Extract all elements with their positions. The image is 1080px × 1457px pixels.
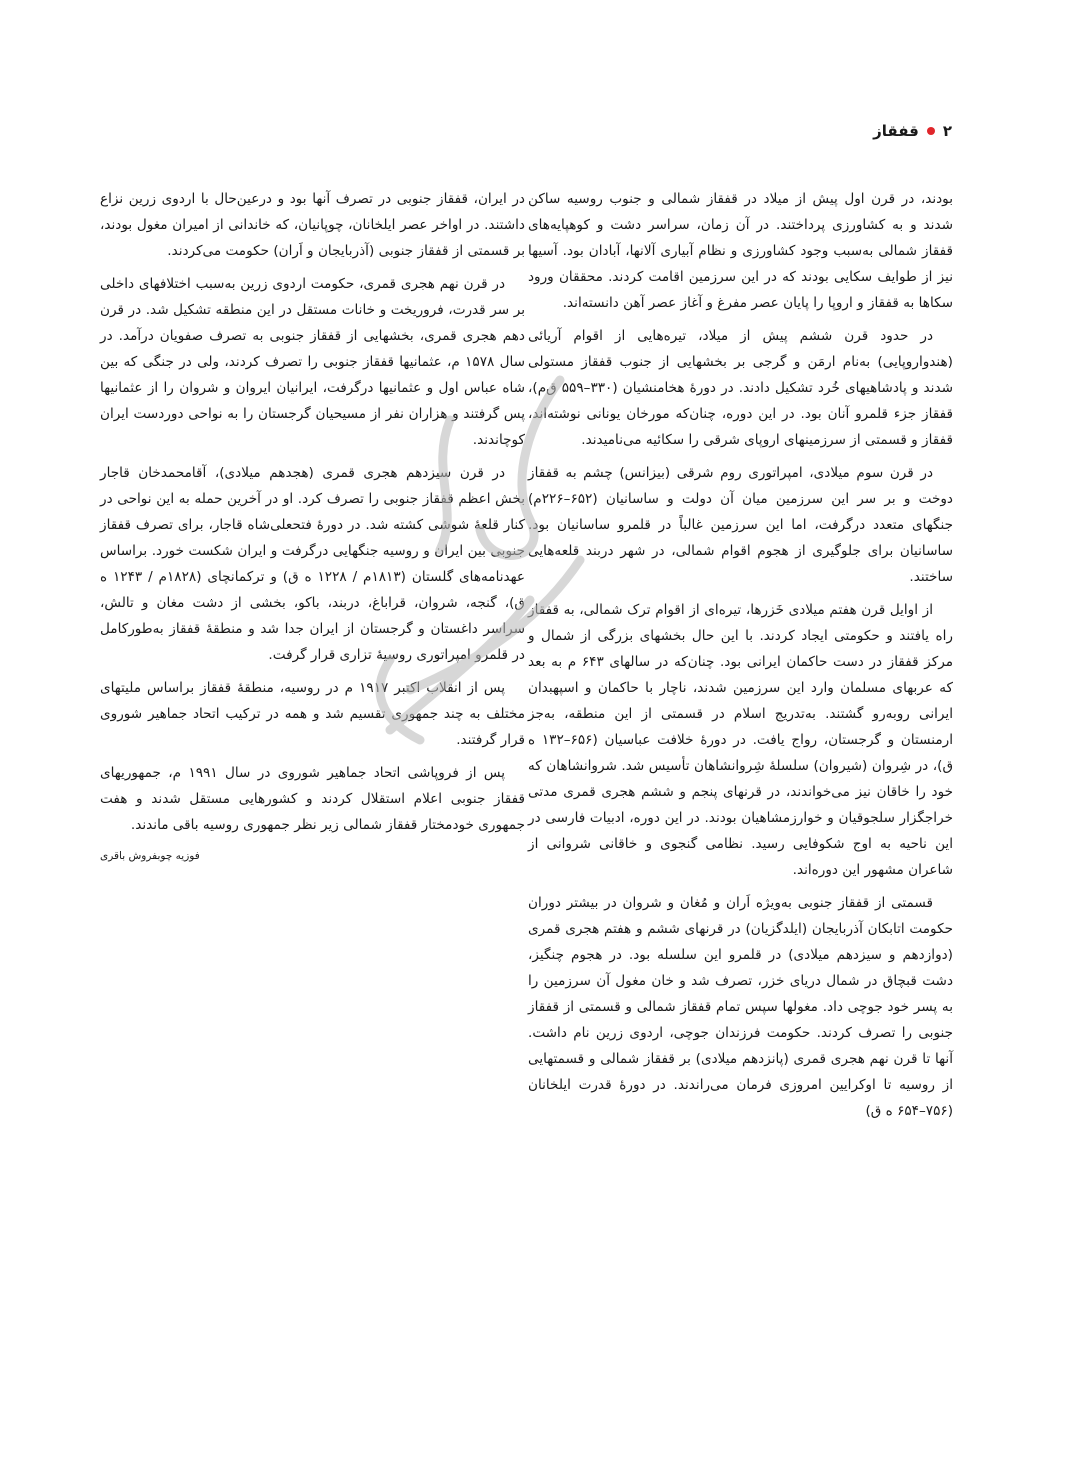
right-column: [528, 186, 953, 1131]
paragraph: قسمتی از قفقاز جنوبی به‌ویژه اَران و مُغان و شروان در بیشتر دوران حکومت اتابکان آذربایجان (ایلدگزیان) در قرنهای ششم و هفتم هجری قمری (دوازدهم و سیزدهم میلادی) در قلمرو این سلسله بود. در هجوم چنگیز، دشت قبچاق در شمال دریای خزر، تصرف شد و خان مغول آن سرزمین را به پسر خود جوچی داد. مغولها سپس تمام قفقاز شمالی و قسمتی از قفقاز جنوبی را تصرف کردند. حکومت فرزندان جوچی، اردوی زرین نام داشت. آنها تا قرن نهم هجری قمری (پانزدهم میلادی) بر قفقاز شمالی و قسمتهایی از روسیه تا اوکرایین امروزی فرمان می‌راندند. در دورهٔ قدرت ایلخانان (۷۵۶–۶۵۴ ه‌ ق): [528, 895, 953, 1119]
paragraph: پس از فروپاشی اتحاد جماهیر شوروی در سال ۱۹۹۱ م، جمهوریهای قفقاز جنوبی اعلام استقلال کردند و کشورهایی مستقل شدند و هفت جمهوری خودمختار قفقاز شمالی زیر نظر جمهوری روسیه باقی ماندند.: [100, 765, 525, 833]
page-number: ۲: [942, 122, 952, 140]
author-signature: فوزیه چوبفروش باقری: [100, 850, 200, 862]
paragraph: در قرن سیزدهم هجری قمری (هجدهم میلادی)، آقامحمدخان قاجار بخش اعظم قفقاز جنوبی را تصرف کرد. او در آخرین حمله به این نواحی در کنار قلعهٔ شوشی کشته شد. در دورهٔ فتحعلی‌شاه قاجار، برای تصرف قفقاز جنوبی بین ایران و روسیه جنگهایی درگرفت و ایران شکست خورد. براساس عهدنامه‌های گلستان (۱۸۱۳م / ۱۲۲۸ ه‌ ق) و ترکمانچای (۱۸۲۸م / ۱۲۴۳ ه‌ ق)، گنجه، شروان، قراباغ، دربند، باکو، بخشی از دشت مغان و تالش، سراسر داغستان و گرجستان از ایران جدا شد و منطقهٔ قفقاز به‌طورکامل در قلمرو امپراتوری روسیهٔ تزاری قرار گرفت.: [100, 465, 526, 663]
left-column: [100, 186, 525, 869]
paragraph: بودند، در قرن اول پیش از میلاد در قفقاز شمالی و جنوب روسیه ساکن شدند و به کشاورزی پرداختند. در آن زمان، سراسر دشت و کوهپایه‌های قفقاز شمالی به‌سبب وجود کشاورزی و نظام آبیاری آلانها، آبادان بود. آسیها نیز از طوایف سکایی بودند که در این سرزمین اقامت کردند. محققان ورود سکاها به قفقاز و اروپا را پایان عصر مفرغ و آغاز عصر آهن دانسته‌اند.: [528, 191, 953, 311]
paragraph: در ایران، قفقاز جنوبی در تصرف آنها بود و درعین‌حال با اردوی زرین نزاع داشتند. در اواخر عصر ایلخانان، چوپانیان، که خاندانی از امیران مغول بودند، بر قسمتی از قفقاز جنوبی (آذربایجان و اَران) حکومت می‌کردند.: [100, 191, 525, 259]
paragraph: از اوایل قرن هفتم میلادی خَزرها، تیره‌ای از اقوام ترک شمالی، به قفقاز راه یافتند و حکومتی ایجاد کردند. با این حال بخشهای بزرگی از شمال و مرکز قفقاز در دست حاکمان ایرانی بود. چنان‌که در سالهای ۶۴۳ م به بعد که عربهای مسلمان وارد این سرزمین شدند، ناچار با حاکمان و اسپهبدان ایرانی روبه‌رو گشتند. به‌تدریج اسلام در قسمتی از این منطقه، به‌جز ارمنستان و گرجستان، رواج یافت. در دورهٔ خلافت عباسیان (۶۵۶–۱۳۲ ه‌ ق)، در شِروان (شیروان) سلسلهٔ شِروانشاهان تأسیس شد. شروانشاهان که خود را خاقان نیز می‌خواندند، در قرنهای پنجم و ششم هجری قمری مدتی خراجگزار سلجوقیان و خوارزمشاهیان بودند. در این دوره، ادبیات فارسی در این ناحیه به اوج شکوفایی رسید. نظامی گنجوی و خاقانی شروانی از شاعران مشهور این دوره‌اند.: [528, 602, 953, 878]
red-dot-icon: [927, 127, 935, 135]
page-header: [873, 122, 952, 140]
paragraph: پس از انقلاب اکتبر ۱۹۱۷ م در روسیه، منطقهٔ قفقاز براساس ملیتهای مختلف به چند جمهوری تقسیم شد و همه در ترکیب اتحاد جماهیر شوروی قرار گرفتند.: [100, 680, 525, 748]
paragraph: در حدود قرن ششم پیش از میلاد، تیره‌هایی از اقوام آریائی (هندواروپایی) به‌نام ارمَن و گرجی بر بخشهایی از جنوب قفقاز مستولی شدند و پادشاهیهای خُرد تشکیل دادند. در دورهٔ هخامنشیان (۳۳۰–۵۵۹ ق‌م)، قفقاز جزء قلمرو آنان بود. در این دوره، چنان‌که مورخان یونانی نوشته‌اند، قفقاز و قسمتی از سرزمینهای اروپای شرقی را سکائیه می‌نامیدند.: [528, 328, 953, 448]
paragraph: در قرن سوم میلادی، امپراتوری روم شرقی (بیزانس) چشم به قفقاز دوخت و بر سر این سرزمین میان آن دولت و ساسانیان (۶۵۲–۲۲۶م) جنگهای متعدد درگرفت، اما این سرزمین غالباً در قلمرو ساسانیان بود. ساسانیان برای جلوگیری از هجوم اقوام شمالی، در شهر دربند قلعه‌هایی ساختند.: [528, 465, 953, 585]
paragraph: در قرن نهم هجری قمری، حکومت اردوی زرین به‌سبب اختلافهای داخلی بر سر قدرت، فروریخت و خانات مستقل در این منطقه تشکیل شد. در قرن دهم هجری قمری، بخشهایی از قفقاز جنوبی به تصرف صفویان درآمد. در سال ۱۵۷۸ م، عثمانیها قفقاز جنوبی را تصرف کردند، ولی در جنگی که بین شاه عباس اول و عثمانیها درگرفت، ایرانیان ایروان و شروان را از عثمانیها پس گرفتند و هزاران نفر از مسیحیان گرجستان را به نواحی دوردست ایران کوچاندند.: [100, 276, 526, 448]
page-title: قفقاز: [873, 122, 919, 140]
